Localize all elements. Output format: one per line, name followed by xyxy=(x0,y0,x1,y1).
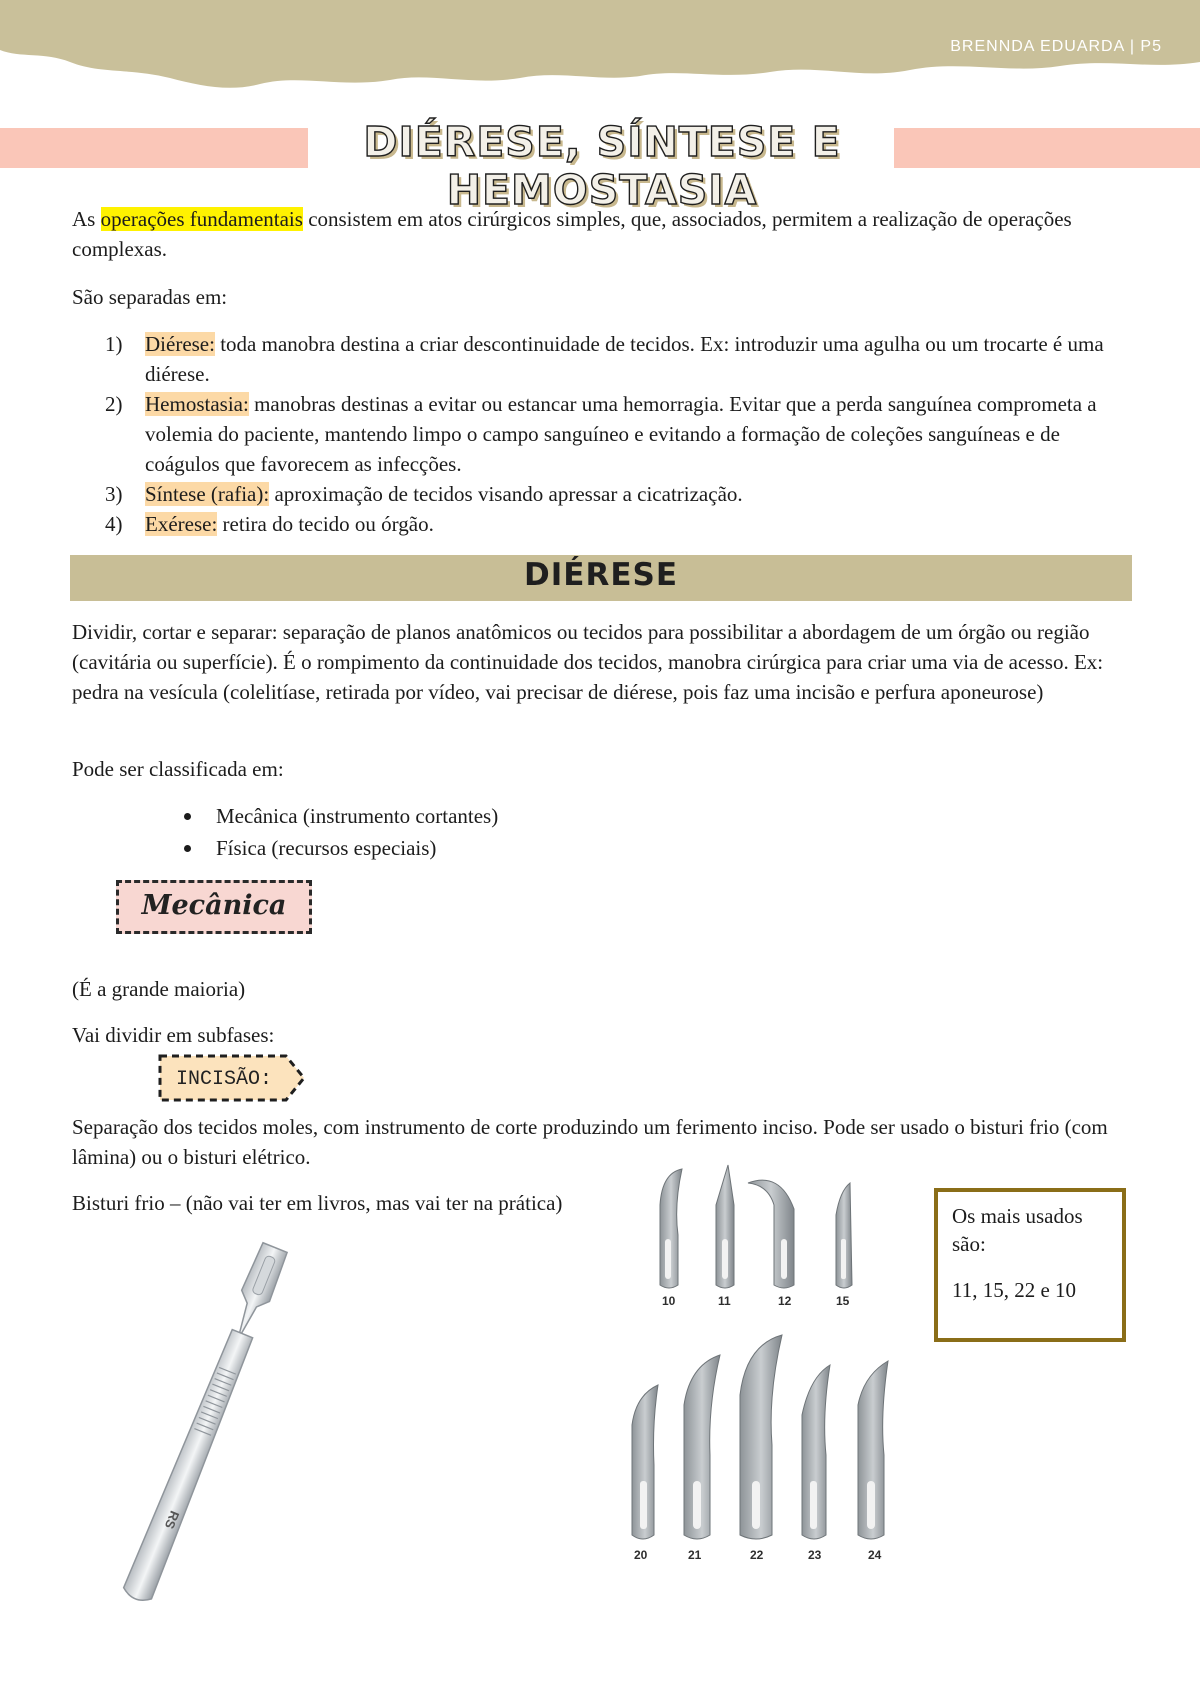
op-desc: manobras destinas a evitar ou estancar uma hemorragia. Evitar que a perda sanguínea comprometa a volemia do paciente, mantendo limpo o campo sanguíneo e evitando a formação de coleções sanguíneas e de coágulos que favorecem as infecções. xyxy=(145,392,1097,476)
blade-24 xyxy=(858,1361,888,1539)
blade-number: 23 xyxy=(808,1548,822,1562)
most-used-note xyxy=(934,1188,1126,1342)
blade-number: 15 xyxy=(836,1294,850,1308)
list-item: 2) Hemostasia: manobras destinas a evitar ou estancar uma hemorragia. Evitar que a perda sanguínea comprometa a volemia do paciente, mantendo limpo o campo sanguíneo e evitando a formação de coleções sanguíneas e de coágulos que favorecem as infecções. xyxy=(105,392,1097,476)
page-title: DIÉRESE, SÍNTESE E HEMOSTASIA xyxy=(363,118,841,214)
kinds-list xyxy=(180,800,498,864)
blade-number: 24 xyxy=(868,1548,882,1562)
op-desc: retira do tecido ou órgão. xyxy=(217,512,434,536)
note-line-1: Os mais usados são: xyxy=(952,1204,1083,1256)
incision-text: Separação dos tecidos moles, com instrumento de corte produzindo um ferimento inciso. Pode ser usado o bisturi frio (com lâmina) ou o bisturi elétrico. xyxy=(72,1115,1108,1169)
op-term: Síntese (rafia): xyxy=(145,482,270,506)
blade-11 xyxy=(716,1165,734,1288)
op-term: Diérese: xyxy=(145,332,215,356)
mecanica-label: Mecânica xyxy=(141,890,287,921)
blade-10 xyxy=(660,1169,682,1288)
operations-list xyxy=(105,329,1115,539)
blade-15 xyxy=(836,1183,852,1288)
blade-22 xyxy=(740,1335,782,1539)
diarese-paragraph: Dividir, cortar e separar: separação de planos anatômicos ou tecidos para possibilitar a abordagem de um órgão ou região (cavitária ou superfície). É o rompimento da continuidade dos tecidos, manobra cirúrgica para criar uma via de acesso. Ex: pedra na vesícula (colelitíase, retirada por vídeo, vai precisar de diérese, pois faz uma incisão e perfura aponeurose) xyxy=(72,620,1104,704)
blade-23 xyxy=(802,1365,830,1539)
classified-text: Pode ser classificada em: xyxy=(72,757,284,781)
op-term: Exérese: xyxy=(145,512,218,536)
list-item: Mecânica (instrumento cortantes) xyxy=(180,800,498,832)
scalpel-handle-image xyxy=(110,1226,300,1616)
op-desc: toda manobra destina a criar descontinuidade de tecidos. Ex: introduzir uma agulha ou um trocarte é uma diérese. xyxy=(145,332,1104,386)
scalpel-brand: RS xyxy=(161,1508,183,1532)
intro-highlight: operações fundamentais xyxy=(100,207,303,231)
section-title: DIÉRESE xyxy=(524,557,678,593)
blade-number: 10 xyxy=(662,1294,676,1308)
blade-12 xyxy=(748,1180,794,1288)
blade-number: 22 xyxy=(750,1548,764,1562)
author-header: BRENNDA EDUARDA | P5 xyxy=(950,38,1162,55)
title-bar-left xyxy=(0,128,308,168)
list-item: Física (recursos especiais) xyxy=(180,832,498,864)
list-item: 1) Diérese: toda manobra destina a criar descontinuidade de tecidos. Ex: introduzir uma agulha ou um trocarte é uma diérese. xyxy=(105,332,1104,386)
majority-text: (É a grande maioria) xyxy=(72,977,246,1001)
blade-number: 21 xyxy=(688,1548,702,1562)
blade-number: 12 xyxy=(778,1294,792,1308)
op-desc: aproximação de tecidos visando apressar a cicatrização. xyxy=(269,482,743,506)
intro-rest: consistem em atos cirúrgicos simples, que, associados, permitem a realização de operações complexas. xyxy=(72,207,1072,261)
op-term: Hemostasia: xyxy=(145,392,249,416)
list-item: 3) Síntese (rafia): aproximação de tecidos visando apressar a cicatrização. xyxy=(105,482,743,506)
intro-lead: As xyxy=(72,207,101,231)
intro-paragraph xyxy=(72,204,1120,264)
blade-20 xyxy=(632,1385,658,1539)
blade-number: 20 xyxy=(634,1548,648,1562)
subphases-text: Vai dividir em subfases: xyxy=(72,1023,275,1047)
separated-in: São separadas em: xyxy=(72,285,228,309)
list-item: 4) Exérese: retira do tecido ou órgão. xyxy=(105,512,434,536)
scalpel-blades-image xyxy=(634,1165,950,1585)
blade-21 xyxy=(684,1355,720,1539)
note-line-2: 11, 15, 22 e 10 xyxy=(952,1278,1077,1302)
cold-scalpel-text: Bisturi frio – (não vai ter em livros, mas vai ter na prática) xyxy=(72,1191,563,1215)
incision-label: INCISÃO: xyxy=(176,1068,273,1091)
title-bar-right xyxy=(894,128,1200,168)
blade-number: 11 xyxy=(718,1294,731,1308)
